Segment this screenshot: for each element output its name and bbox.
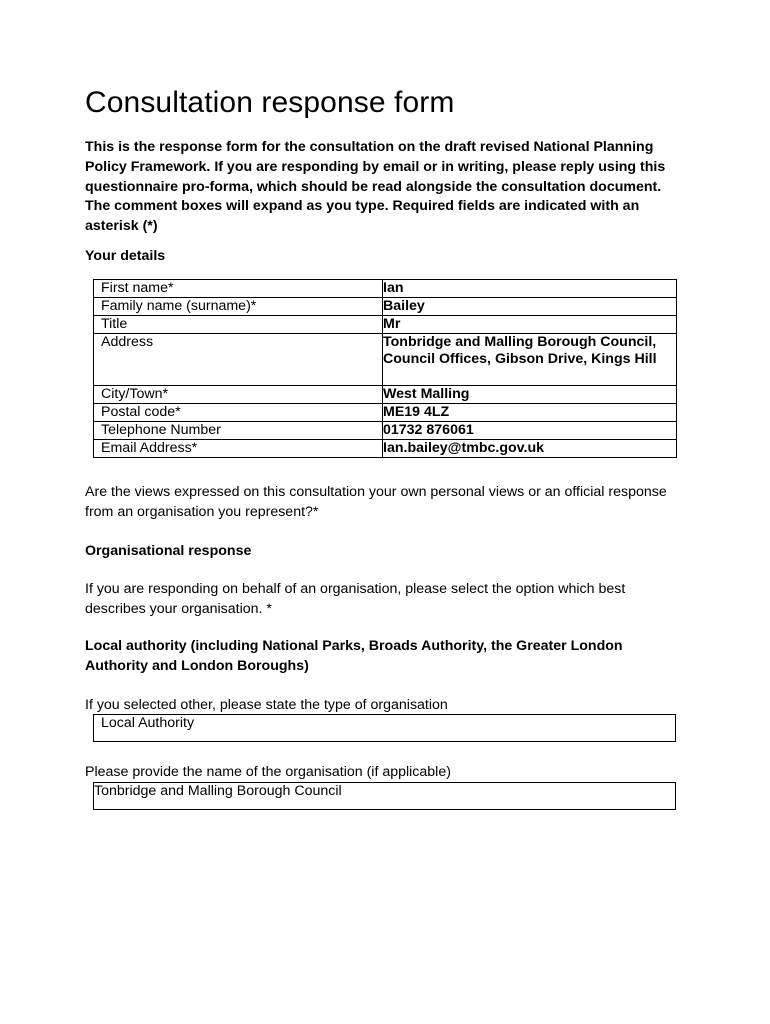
field-label-first-name: First name*: [94, 280, 383, 298]
table-row: [94, 298, 677, 316]
table-row: [94, 422, 677, 440]
field-label-address: Address: [94, 334, 383, 386]
organisation-type-question: If you are responding on behalf of an organisation, please select the option which best describes your organisation. *: [85, 581, 626, 617]
organisational-response-heading: Organisational response: [85, 543, 252, 559]
intro-text: This is the response form for the consultation on the draft revised National Planning Policy Framework. If you are responding by email or in writing, please reply using this questionnaire pro-forma, which should be read alongside the consultation document. The comment boxes will expand as you type. Required fields are indicated with an asterisk (*): [85, 139, 666, 235]
city-field[interactable]: West Malling: [383, 386, 677, 404]
other-type-prompt: If you selected other, please state the type of organisation: [85, 697, 448, 713]
page-title: Consultation response form: [85, 86, 455, 119]
other-type-value: Local Authority: [101, 715, 195, 731]
table-row: [94, 386, 677, 404]
email-field[interactable]: Ian.bailey@tmbc.gov.uk: [383, 440, 677, 458]
other-type-field[interactable]: [93, 714, 676, 742]
first-name-field[interactable]: Ian: [383, 280, 677, 298]
postal-code-field[interactable]: ME19 4LZ: [383, 404, 677, 422]
field-label-family-name: Family name (surname)*: [94, 298, 383, 316]
title-field[interactable]: Mr: [383, 316, 677, 334]
field-label-title: Title: [94, 316, 383, 334]
table-row: [94, 334, 677, 386]
telephone-field[interactable]: 01732 876061: [383, 422, 677, 440]
views-question: Are the views expressed on this consultation your own personal views or an official response from an organisation you represent?*: [85, 484, 667, 520]
table-row: [94, 440, 677, 458]
family-name-field[interactable]: Bailey: [383, 298, 677, 316]
table-row: [94, 280, 677, 298]
org-name-field[interactable]: [93, 782, 676, 810]
your-details-table: [93, 279, 677, 458]
org-name-prompt: Please provide the name of the organisation (if applicable): [85, 764, 451, 780]
field-label-postal-code: Postal code*: [94, 404, 383, 422]
field-label-city: City/Town*: [94, 386, 383, 404]
address-field[interactable]: Tonbridge and Malling Borough Council, Council Offices, Gibson Drive, Kings Hill: [383, 334, 677, 386]
your-details-heading: Your details: [85, 248, 166, 264]
field-label-telephone: Telephone Number: [94, 422, 383, 440]
org-name-value: Tonbridge and Malling Borough Council: [94, 783, 342, 799]
selected-organisation-type: Local authority (including National Parks, Broads Authority, the Greater London Authority and London Boroughs): [85, 638, 623, 674]
field-label-email: Email Address*: [94, 440, 383, 458]
table-row: [94, 404, 677, 422]
table-row: [94, 316, 677, 334]
